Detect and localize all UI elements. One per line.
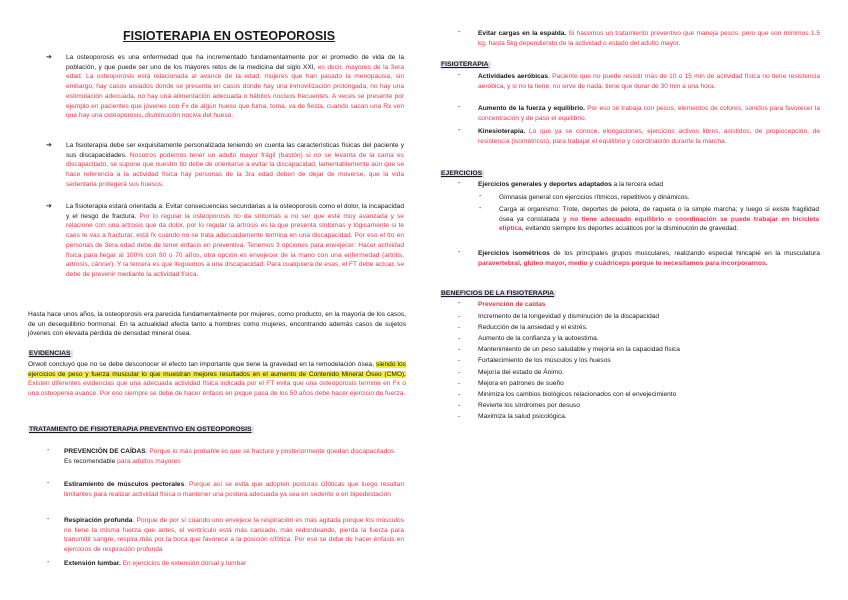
text-red: Si hacemos un tratamiento preventivo que maneja pesos, pero que son mínimos 1.5 kg, hasta 5kg dependiendo de la actividad o estado del adulto mayor. — [478, 30, 821, 47]
item-label: PREVENCIÓN DE CAÍDAS — [64, 448, 146, 455]
beneficio-text: Maximiza la salud psicológica. — [478, 412, 567, 420]
dash-bullet: - — [458, 368, 461, 376]
item-label: Actividades aeróbicas — [478, 73, 549, 80]
text-black: , evitando siempre los deportes acuáticos por la disminución de gravedad. — [521, 225, 739, 233]
beneficio-item — [458, 345, 680, 355]
dash-bullet: - — [458, 300, 461, 307]
tratamiento-item-2 — [64, 480, 404, 499]
item-label: Ejercicios generales y deportes adaptados — [478, 181, 612, 188]
evidencias-heading: EVIDENCIAS — [29, 350, 71, 357]
dash-bullet: - — [458, 324, 461, 332]
dash-bullet: - — [458, 412, 461, 420]
ejercicios-item-1 — [478, 180, 820, 190]
text-black: a la tercera edad — [611, 181, 664, 188]
intro-paragraph-3 — [66, 202, 404, 280]
beneficio-item — [458, 356, 611, 366]
beneficio-item — [458, 412, 567, 422]
text-red: : Porque lo más probable es que se fracture y posteriormente quedan discapacitados. — [145, 448, 397, 455]
beneficio-text: Mejora en patrones de sueño — [478, 379, 564, 387]
intro-paragraph-1 — [66, 53, 404, 121]
dash-bullet: - — [458, 313, 461, 320]
dash-bullet: - — [47, 480, 50, 487]
text-red-bold: Prevención de caídas — [478, 301, 546, 308]
beneficios-heading: BENEFICIOS DE LA FISIOTERAPIA — [441, 290, 555, 297]
beneficio-item — [458, 323, 588, 333]
item-label: Estiramiento de músculos pectorales — [64, 481, 185, 488]
text-black: La fisioterapia estará orientada a: Evitar consecuencias secundarias a la osteoporosis como el dolor, la incapacidad y el riesgo de fractura. — [66, 203, 404, 220]
dash-bullet: - — [458, 249, 461, 256]
dash-bullet: - — [479, 205, 482, 212]
item-label: Ejercicios isométricos — [478, 250, 550, 257]
text-red: Por lo regular la osteoporosis no da síntomas a no ser que esté muy avanzada y se relacione con una artrosis que da dolor, por lo regular la artrosis es la que presenta síntomas y lógicamente si te caes te vas a fracturar, está fx cuando no se trata adecuadamente termina en una discapacidad. Por eso el tto en personas de 3era edad debe de tener énfasis en preventiva. Tenemos 3 opciones para envejecer: Hacer actividad física para llegar al 100% con 80 o 70 años, otra opción es envejecer de la mano con una enfermedad (artritis, artrosis, cáncer). Y la tercera es que lleguemos a una discapacidad. Para cualquiera de esas, el FT debe actuar, se debe de prevenir mediante la actividad física. — [66, 212, 404, 278]
tratamiento-item-4 — [64, 559, 404, 569]
text-red: . Paciente que no puede resistir más de 10 o 15 min de actividad física no tiene resistencia aeróbica, y si no la tiene, no sirve de nada, tiene que durar de 30 min a una hora. — [478, 73, 820, 90]
text-red: para adultos mayores — [117, 457, 181, 465]
history-paragraph: Hasta hace unos años, la osteoporosis era parecida fundamentalmente por mujeres, como producto, en la mayoría de los casos, de un desequilibrio hormonal. En la actualidad afecta tanto a hombres como mujeres, encontrando además casos de sujetos jóvenes con elevada pérdida de densidad mineral ósea. — [28, 311, 406, 338]
fisioterapia-heading: FISIOTERAPIA — [441, 61, 489, 68]
dash-bullet: - — [458, 335, 461, 343]
beneficio-item — [458, 379, 564, 389]
dash-bullet: - — [479, 193, 482, 200]
arrow-bullet-icon: ➔ — [46, 54, 52, 61]
item-label: Extensión lumbar. — [64, 560, 121, 567]
item-label: Evitar cargas en la espalda. — [478, 30, 567, 37]
dash-bullet: - — [47, 447, 50, 454]
dash-bullet: - — [458, 379, 461, 387]
page-title: FISIOTERAPIA EN OSTEOPOROSIS — [123, 29, 336, 43]
text-black: de los principales grupos musculares, realizando especial hincapié en la musculatura — [549, 250, 820, 257]
evidencias-paragraph — [28, 360, 406, 399]
dash-bullet: - — [47, 559, 50, 566]
text-red: En ejercicios de extensión dorsal y lumbar — [120, 560, 247, 567]
highlighted-text: siendo los ejercicios de peso y fuerza muscular lo que muestran mejores resultados en el aumento de Contenido Mineral Óseo (CMO). — [28, 361, 406, 378]
dash-bullet: - — [458, 127, 461, 134]
text-red: Existen diferentes evidencias que una adecuada actividad física indicada por el FT evita que una osteoporosis termine en Fx o una osteopenia avance. Por eso siempre se debe de hacer énfasis en pxque pasa de los 50 años debe hacer ejercicio de fuerza. — [28, 380, 406, 398]
fisioterapia-item-3 — [478, 127, 820, 146]
item-label: Kinesioterapia. — [478, 128, 526, 135]
dash-bullet: - — [458, 104, 461, 111]
text-black: La fisioterapia debe ser exquisitamente personalizada teniendo en cuenta las características físicas del paciente y sus discapacidades. — [66, 142, 404, 159]
text-black: La osteoporosis es una enfermedad que ha incrementado fundamentalmente por el promedio de vida de la población, y que puede ser uno de los mayores retos de la medicina del siglo XXI, — [66, 54, 404, 71]
beneficio-text: Mantenimiento de un peso saludable y mejoría en la capacidad física — [478, 346, 680, 354]
arrow-bullet-icon: ➔ — [46, 142, 52, 149]
intro-paragraph-2 — [66, 141, 404, 190]
fisioterapia-item-1 — [478, 72, 820, 91]
text-black: Es recomendable — [64, 457, 116, 465]
beneficio-text: Mejoría del estado de Ánimo. — [478, 368, 564, 376]
cargas-item — [478, 29, 820, 48]
ejercicios-heading: EJERCICIOS — [441, 170, 483, 177]
beneficio-text: Minimiza los cambios biológicos relacionados con el envejecimiento — [478, 390, 677, 398]
dash-bullet: - — [458, 401, 461, 409]
beneficio-first — [478, 300, 820, 310]
item-label: Aumento de la fuerza y equilibrio. — [478, 105, 585, 112]
text-red: Por eso se trabaja con pesos, elementos de colores, sonidos para favorecer la concentración y de paso el equilibrio. — [478, 105, 820, 122]
dash-bullet: - — [458, 390, 461, 398]
tratamiento-item-3 — [64, 516, 404, 555]
tratamiento-heading: TRATAMIENTO DE FISIOTERAPIA PREVENTIVO EN OSTEOPOROSIS — [29, 426, 252, 433]
text-red: Nosotros podemos tener un adulto mayor frágil (bastón) si no se levanta de la cama es discapacitado, se supone que nuestro tto debe de orientarse a evitar la discapacidad, lamentablemente aún que se hace referencia a la actividad física hay personas de la 3ra edad deben de dejar de moverse, que la vida sedentaria protegerá sus huesos. — [66, 151, 404, 188]
tratamiento-item-1 — [64, 447, 404, 466]
beneficio-text: Aumento de la confianza y la autoestima. — [478, 335, 599, 343]
beneficio-item — [458, 390, 676, 400]
text-red: . Porque de por sí cuando uno envejece la respiración es más agitada porque los músculos no tiene la misma fuerza que antes, el ventrículo está más cansado, más redondeando, pierda la fuerza para transmitir sangre, respira más por la boca que favorece a la posición cifótica. Por eso se debe de hacer énfasis en ejercicios de respiración profunda — [64, 517, 404, 554]
ejercicios-sub-2 — [499, 205, 819, 234]
dash-bullet: - — [458, 357, 461, 365]
dash-bullet: - — [47, 516, 50, 523]
beneficio-item — [458, 312, 659, 322]
fisioterapia-item-2 — [478, 104, 820, 123]
text-red: . Porque así se evita que adopten posturas cifóticas que luego resultan limitantes para realizar actividad física o mantener una postura adecuada ya sea en sedente o en bipedestación — [64, 481, 404, 498]
beneficio-text: Revierte los síndromes por desuso — [478, 401, 580, 409]
text-black: Carga al organismo: Trote, deportes de pelota, de raqueta o la simple marcha; y luego si existe fragilidad ósea ya constatada — [499, 206, 819, 223]
dash-bullet: - — [458, 29, 461, 36]
beneficio-item — [458, 368, 564, 378]
dash-bullet: - — [458, 180, 461, 187]
beneficio-text: Fortalecimiento de los músculos y los huesos — [478, 357, 611, 365]
dash-bullet: - — [458, 72, 461, 79]
ejercicios-item-2 — [478, 249, 820, 268]
text-red-bold: paravertebral, glúteo mayor, medio y cuádriceps porque lo necesitamos para incorporarnos. — [478, 259, 768, 267]
text-red-bold: y no tiene adecuado equilibrio o coordinación se puede trabajar en bicicleta elíptica — [499, 215, 819, 233]
beneficio-item — [458, 334, 599, 344]
beneficio-text: Incremento de la longevidad y disminución de la discapacidad — [478, 313, 660, 320]
arrow-bullet-icon: ➔ — [46, 203, 52, 210]
beneficio-text: Reducción de la ansiedad y el estrés. — [478, 324, 588, 332]
text-red: Lo que ya se conoce, elongaciones, ejercicios activos libres, asistidos, de propiocepción, de resistencia (isométricos), para trabajar el equilibrio y coordinación durante la marcha. — [478, 128, 820, 145]
item-label: Respiración profunda — [64, 517, 133, 524]
beneficio-item — [458, 401, 580, 411]
text-red: es decir, mayores de la 3era edad. La osteoporosis está relacionada al avance de la edad, mujeres que han pasado la menopausia, sin embargo, hay casos aislados donde se presenta en casos donde hay una inmovilización prolongada, no hay una estimulación adecuada, no hay una alimentación adecuada o hábitos nocivos frecuentes. A veces se presente por ejemplo en pacientes que jóvenes con Fx de algún hueso que fuma, toma, va de fiesta, cuando sacan una Rx ven que hay una osteoporosis, disminución nociva del hueso. — [66, 63, 404, 120]
ejercicios-sub-1: Gimnasia general con ejercicios rítmicos, repetitivos y dinámicos. — [499, 194, 690, 201]
dash-bullet: - — [458, 346, 461, 354]
text-black: Orwoll concluyó que no se debe desconocer el efecto tan importante que tiene la gravedad en la remodelación ósea, — [28, 361, 374, 368]
